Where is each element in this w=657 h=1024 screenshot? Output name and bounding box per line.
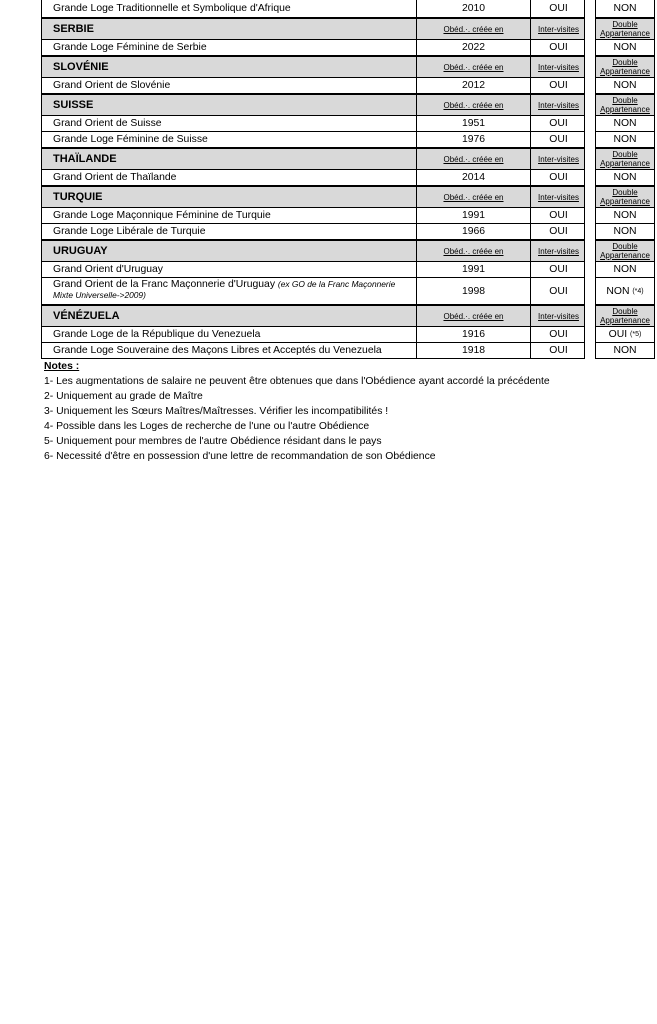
table-row: [41, 77, 585, 93]
note-item: 3- Uniquement les Sœurs Maîtres/Maîtresses. Vérifier les incompatibilités !: [44, 406, 389, 417]
lodge-visits: OUI: [530, 132, 586, 147]
table-row: [41, 39, 585, 55]
column-header-double: [595, 185, 655, 207]
double-membership-cell: [595, 115, 655, 131]
country-header-row: [41, 304, 585, 326]
double-membership-value: NON: [613, 134, 637, 145]
country-name: VÉNÉZUELA: [53, 310, 120, 322]
country-name: SLOVÉNIE: [53, 61, 109, 73]
table-row: [41, 342, 585, 358]
note-item: 2- Uniquement au grade de Maître: [44, 391, 203, 402]
note-item: 4- Possible dans les Loges de recherche de l'une ou l'autre Obédience: [44, 421, 370, 432]
double-membership-note: (*5): [630, 331, 642, 338]
lodge-name: Grande Loge Traditionnelle et Symbolique d'Afrique: [53, 3, 291, 14]
country-name: URUGUAY: [53, 245, 108, 257]
double-label-line1: Double: [612, 307, 638, 316]
lodge-name: [42, 278, 416, 304]
obediences-table: [41, 0, 655, 357]
country-header-row: [41, 185, 585, 207]
double-membership-cell: [595, 223, 655, 239]
double-label-line1: Double: [612, 242, 638, 251]
column-header-year: Obéd.·. créée en: [416, 241, 530, 261]
country-name: THAÏLANDE: [53, 153, 117, 165]
table-row: [41, 207, 585, 223]
double-membership-cell: [595, 261, 655, 277]
double-label-line2: Appartenance: [600, 251, 650, 260]
lodge-name: Grande Loge Maçonnique Féminine de Turquie: [53, 210, 271, 221]
column-header-double-label: [600, 96, 650, 114]
lodge-year: 1918: [416, 343, 530, 358]
country-header-row: [41, 93, 585, 115]
lodge-name: Grand Orient de Slovénie: [53, 80, 171, 91]
lodge-name: Grande Loge de la République du Venezuela: [53, 329, 261, 340]
column-header-double-label: [600, 20, 650, 38]
double-membership-value: NON: [613, 226, 637, 237]
lodge-visits: OUI: [530, 0, 586, 17]
double-membership-value: NON: [613, 345, 637, 356]
double-label-line1: Double: [612, 150, 638, 159]
notes-section: [44, 359, 644, 464]
lodge-name: Grande Loge Féminine de Suisse: [53, 134, 208, 145]
lodge-visits: OUI: [530, 116, 586, 131]
table-row: [41, 261, 585, 277]
lodge-year: 1998: [416, 278, 530, 304]
lodge-visits: OUI: [530, 208, 586, 223]
lodge-visits: OUI: [530, 40, 586, 55]
column-header-visits: Inter-visites: [530, 149, 586, 169]
note-item: 1- Les augmentations de salaire ne peuvent être obtenues que dans l'Obédience ayant accordé la précédente: [44, 376, 550, 387]
lodge-year: 2022: [416, 40, 530, 55]
double-label-line2: Appartenance: [600, 67, 650, 76]
table-row: [41, 131, 585, 147]
double-membership-cell: [595, 277, 655, 304]
double-membership-cell: [595, 0, 655, 17]
column-header-double-label: [600, 188, 650, 206]
column-header-double: [595, 55, 655, 77]
country-header-row: [41, 55, 585, 77]
column-header-visits: Inter-visites: [530, 187, 586, 207]
table-row: [41, 169, 585, 185]
double-membership-cell: [595, 207, 655, 223]
double-membership-value: NON: [613, 42, 637, 53]
double-label-line2: Appartenance: [600, 29, 650, 38]
lodge-name-text: Grand Orient de la Franc Maçonnerie d'Uruguay: [53, 279, 276, 290]
double-label-line1: Double: [612, 20, 638, 29]
double-membership-value: NON: [613, 3, 637, 14]
double-membership-value: NON: [613, 172, 637, 183]
lodge-name: Grand Orient de Thaïlande: [53, 172, 177, 183]
country-header-row: [41, 17, 585, 39]
double-membership-cell: [595, 39, 655, 55]
column-header-double: [595, 93, 655, 115]
country-header-row: [41, 147, 585, 169]
double-label-line1: Double: [612, 188, 638, 197]
lodge-year: 1991: [416, 262, 530, 277]
country-name: SUISSE: [53, 99, 94, 111]
notes-list: [44, 374, 644, 464]
table-row: [41, 0, 585, 17]
double-membership-cell: [595, 169, 655, 185]
note-item: 5- Uniquement pour membres de l'autre Obédience résidant dans le pays: [44, 436, 382, 447]
lodge-year: 1916: [416, 327, 530, 342]
lodge-year: 2012: [416, 78, 530, 93]
lodge-year: 2010: [416, 0, 530, 17]
double-membership-value: NON: [613, 210, 637, 221]
double-membership-cell: [595, 77, 655, 93]
column-header-double-label: [600, 242, 650, 260]
lodge-year: 1976: [416, 132, 530, 147]
lodge-visits: OUI: [530, 78, 586, 93]
column-header-double: [595, 17, 655, 39]
lodge-visits: OUI: [530, 224, 586, 239]
double-label-line2: Appartenance: [600, 197, 650, 206]
column-header-double-label: [600, 307, 650, 325]
column-header-double: [595, 147, 655, 169]
lodge-name: Grand Orient de Suisse: [53, 118, 162, 129]
column-header-visits: Inter-visites: [530, 306, 586, 326]
table-row: [41, 115, 585, 131]
lodge-visits: OUI: [530, 327, 586, 342]
lodge-name-note: (ex GO de la Franc Maçonnerie Mixte Universelle->2009): [53, 279, 396, 300]
country-name: SERBIE: [53, 23, 94, 35]
column-header-year: Obéd.·. créée en: [416, 149, 530, 169]
column-header-year: Obéd.·. créée en: [416, 306, 530, 326]
lodge-name: Grand Orient d'Uruguay: [53, 264, 163, 275]
column-header-year: Obéd.·. créée en: [416, 95, 530, 115]
column-header-visits: Inter-visites: [530, 19, 586, 39]
country-header-row: [41, 239, 585, 261]
double-membership-cell: [595, 326, 655, 342]
double-membership-value: NON: [606, 285, 630, 297]
table-row: [41, 326, 585, 342]
double-membership-cell: [595, 131, 655, 147]
lodge-visits: OUI: [530, 343, 586, 358]
double-label-line2: Appartenance: [600, 159, 650, 168]
lodge-year: 1966: [416, 224, 530, 239]
lodge-name: Grande Loge Souveraine des Maçons Libres et Acceptés du Venezuela: [53, 345, 382, 356]
column-header-visits: Inter-visites: [530, 95, 586, 115]
lodge-visits: OUI: [530, 170, 586, 185]
country-name: TURQUIE: [53, 191, 103, 203]
lodge-year: 1991: [416, 208, 530, 223]
double-membership-value: NON: [613, 264, 637, 275]
double-label-line2: Appartenance: [600, 105, 650, 114]
column-header-visits: Inter-visites: [530, 241, 586, 261]
column-header-visits: Inter-visites: [530, 57, 586, 77]
double-label-line2: Appartenance: [600, 316, 650, 325]
double-label-line1: Double: [612, 58, 638, 67]
column-header-double-label: [600, 58, 650, 76]
note-item: 6- Necessité d'être en possession d'une lettre de recommandation de son Obédience: [44, 451, 436, 462]
column-header-year: Obéd.·. créée en: [416, 19, 530, 39]
lodge-name: Grande Loge Libérale de Turquie: [53, 226, 206, 237]
notes-title: Notes :: [44, 361, 80, 372]
lodge-year: 2014: [416, 170, 530, 185]
column-header-double: [595, 239, 655, 261]
column-header-year: Obéd.·. créée en: [416, 57, 530, 77]
double-membership-value: NON: [613, 80, 637, 91]
column-header-double: [595, 304, 655, 326]
lodge-visits: OUI: [530, 262, 586, 277]
double-membership-value: NON: [613, 118, 637, 129]
double-membership-cell: [595, 342, 655, 358]
column-header-year: Obéd.·. créée en: [416, 187, 530, 207]
double-label-line1: Double: [612, 96, 638, 105]
lodge-visits: OUI: [530, 278, 586, 304]
lodge-year: 1951: [416, 116, 530, 131]
table-row: [41, 277, 585, 304]
lodge-name: Grande Loge Féminine de Serbie: [53, 42, 207, 53]
double-membership-value: OUI: [608, 329, 628, 340]
table-row: [41, 223, 585, 239]
double-membership-note: (*4): [632, 287, 644, 295]
column-header-double-label: [600, 150, 650, 168]
